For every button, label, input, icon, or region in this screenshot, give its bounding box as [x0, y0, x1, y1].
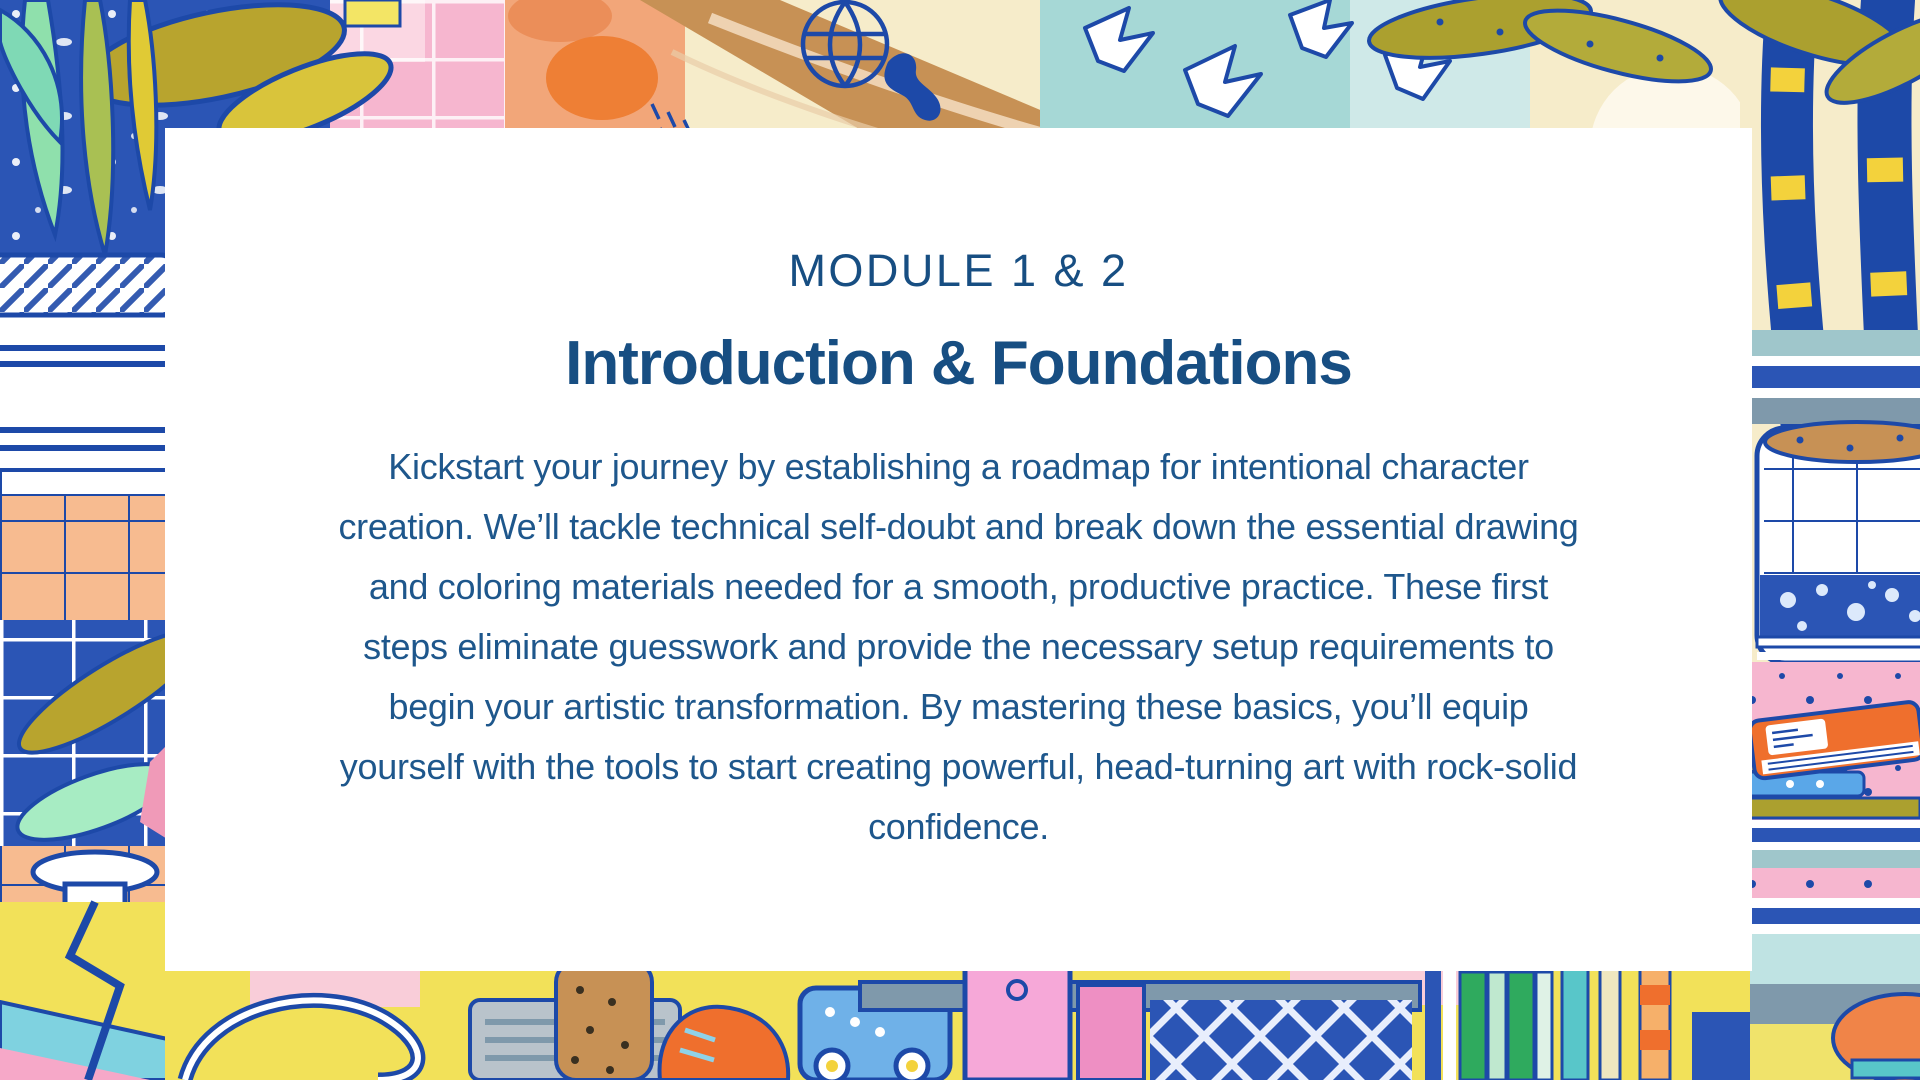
description-line: confidence. — [868, 806, 1049, 847]
section-description — [165, 437, 1752, 857]
lattice-fence — [1150, 1000, 1412, 1080]
checked-pot — [1757, 422, 1920, 663]
description-line: and coloring materials needed for a smooth, productive practice. These first — [368, 566, 1549, 607]
content-card — [165, 128, 1752, 971]
bottom-band — [165, 958, 1920, 1080]
description-line: steps eliminate guesswork and provide the necessary setup requirements to — [363, 626, 1554, 667]
book-stack — [1744, 701, 1920, 818]
striped-pot — [0, 255, 175, 473]
module-label: MODULE 1 & 2 — [788, 245, 1129, 296]
shelf-stripes-upper — [1740, 330, 1920, 424]
description-line: begin your artistic transformation. By mastering these basics, you’ll equip — [388, 686, 1529, 727]
section-title: Introduction & Foundations — [565, 329, 1352, 398]
description-line: creation. We’ll tackle technical self-doubt and break down the essential drawing — [338, 506, 1579, 547]
description-line: yourself with the tools to start creating powerful, head-turning art with rock-solid — [339, 746, 1578, 787]
figure-leg — [556, 962, 652, 1080]
description-line: Kickstart your journey by establishing a roadmap for intentional character — [388, 446, 1529, 487]
